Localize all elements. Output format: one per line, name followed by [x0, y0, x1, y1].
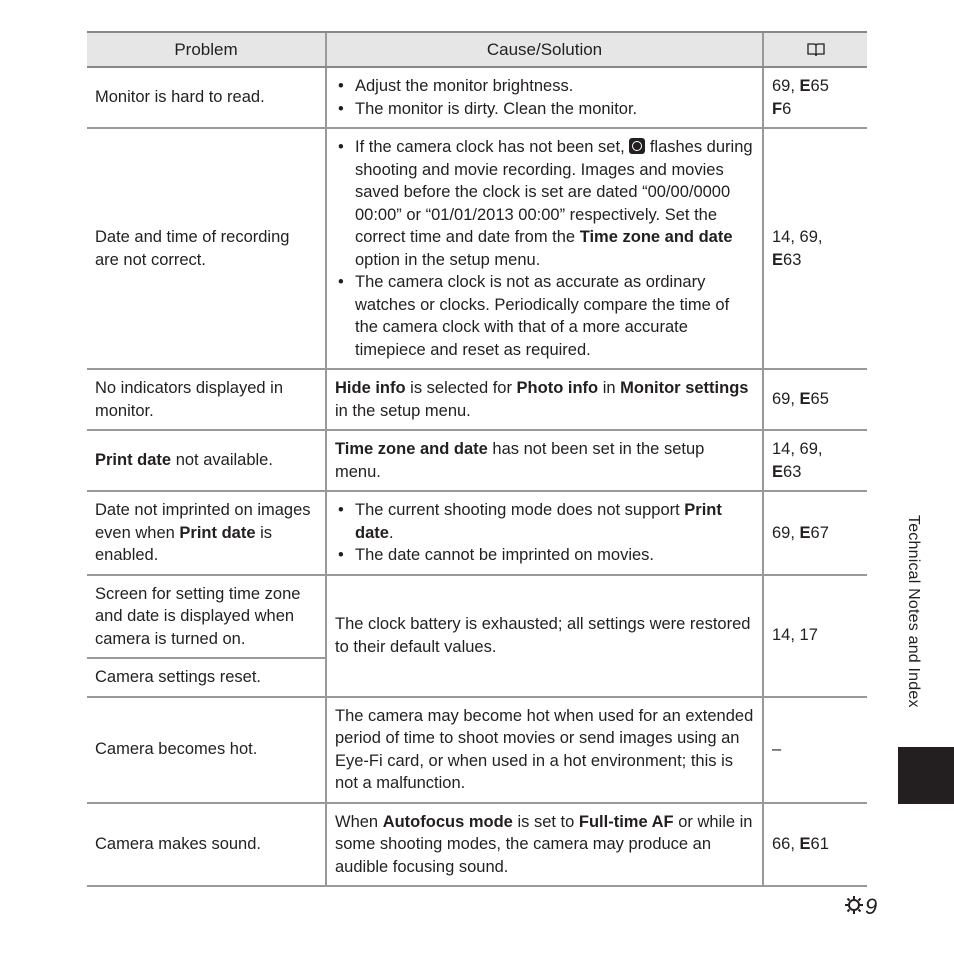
reference-section-icon: E — [799, 390, 811, 409]
reference-cell: 14, 17 — [763, 575, 867, 697]
bold-text: Photo info — [516, 379, 599, 397]
ref-page: 65 — [810, 390, 829, 409]
problem-cell: Monitor is hard to read. — [87, 67, 326, 128]
table-row — [87, 369, 867, 430]
text-span: or while in some shooting modes, the camera may produce an audible focusing sound. — [335, 812, 753, 876]
bold-text: Hide info — [335, 379, 406, 397]
list-item: • The camera clock is not as accurate as ordinary watches or clocks. Periodically compare the time of the camera clock with that of a more accurate timepiece and reset as required. — [335, 271, 754, 361]
problem-cell: Screen for setting time zone and date is displayed when camera is turned on. — [87, 575, 326, 659]
reference-section-icon: E — [772, 462, 784, 481]
text-span: is set to — [512, 812, 579, 831]
reference-section-icon: E — [799, 77, 811, 95]
header-cause-solution: Cause/Solution — [326, 32, 763, 67]
reference-cell — [763, 491, 867, 575]
table-row — [87, 491, 867, 575]
reference-cell — [763, 430, 867, 491]
reference-cell: – — [763, 697, 867, 803]
reference-section-icon: E — [799, 523, 811, 542]
bold-text: Time zone and date — [579, 228, 733, 246]
reference-section-icon: E — [772, 250, 784, 269]
ref-page: 67 — [810, 523, 829, 542]
problem-cell — [87, 430, 326, 491]
bold-text: Time zone and date — [335, 440, 488, 458]
ref-page: 6 — [782, 99, 792, 118]
cause-cell — [326, 369, 763, 430]
table-header-row — [87, 32, 867, 67]
bold-text: Print date — [355, 501, 722, 542]
list-item — [335, 499, 754, 544]
book-icon — [807, 43, 825, 57]
text-span: in — [598, 379, 621, 397]
text-span: not available. — [171, 451, 273, 470]
bold-text: Monitor settings — [620, 379, 749, 397]
list-item: • The date cannot be imprinted on movies. — [335, 544, 754, 567]
text-span: is enabled. — [95, 523, 273, 564]
text-span: flashes during shooting and movie recording. Images and movies saved before the clock is set are dated “00/00/0000 00:00” or “01/01/2013 00:00” respectively. Set the correct time and date from the — [355, 138, 753, 246]
page-number — [843, 894, 877, 920]
section-tab-marker — [898, 747, 954, 804]
text-span: When — [335, 812, 383, 831]
cause-cell — [326, 430, 763, 491]
reference-cell — [763, 369, 867, 430]
problem-cell: Date and time of recording are not correct. — [87, 128, 326, 369]
technical-notes-icon — [843, 895, 865, 917]
header-problem: Problem — [87, 32, 326, 67]
reference-cell — [763, 128, 867, 369]
bold-text: Print date — [95, 451, 172, 470]
table-row — [87, 67, 867, 128]
ref-text: 69, — [772, 523, 800, 542]
page-number-text: 9 — [865, 894, 878, 919]
text-span: The current shooting mode does not support — [355, 501, 685, 519]
text-span: If the camera clock has not been set, — [355, 138, 630, 156]
text-span: is selected for — [405, 379, 517, 397]
technical-notes-icon: F — [772, 99, 783, 118]
header-reference — [763, 32, 867, 67]
table-row — [87, 697, 867, 803]
table-row — [87, 575, 867, 659]
cause-cell — [326, 128, 763, 369]
ref-text: 69, — [772, 77, 800, 95]
problem-cell: Camera becomes hot. — [87, 697, 326, 803]
ref-text: 14, 69, — [772, 440, 823, 458]
text-span: Date not imprinted on images even when — [95, 501, 311, 542]
section-side-label: Technical Notes and Index — [905, 515, 922, 708]
reference-section-icon: E — [799, 835, 811, 853]
ref-page: 63 — [783, 250, 802, 269]
problem-cell: Camera makes sound. — [87, 803, 326, 887]
ref-page: 63 — [783, 462, 802, 481]
text-span: . — [388, 523, 394, 542]
problem-cell — [87, 491, 326, 575]
ref-text: 69, — [772, 390, 800, 409]
text-span: option in the setup menu. — [355, 250, 541, 269]
ref-page: 61 — [810, 835, 829, 853]
list-item: • Adjust the monitor brightness. — [335, 75, 754, 98]
ref-page: 65 — [810, 77, 829, 95]
problem-cell: No indicators displayed in monitor. — [87, 369, 326, 430]
troubleshooting-table — [87, 31, 867, 887]
list-item: • The monitor is dirty. Clean the monitor. — [335, 98, 754, 121]
list-item — [335, 136, 754, 271]
cause-cell — [326, 803, 763, 887]
text-span: in the setup menu. — [335, 401, 471, 420]
table-row — [87, 430, 867, 491]
cause-cell — [326, 67, 763, 128]
clock-icon — [629, 138, 645, 154]
bold-text: Autofocus mode — [382, 812, 513, 831]
cause-cell: The camera may become hot when used for an extended period of time to shoot movies or send images using an Eye-Fi card, or when used in a hot environment; this is not a malfunction. — [326, 697, 763, 803]
table-row — [87, 128, 867, 369]
reference-cell — [763, 67, 867, 128]
reference-cell — [763, 803, 867, 887]
ref-text: 14, 69, — [772, 228, 823, 246]
bold-text: Print date — [179, 523, 256, 542]
ref-text: 66, — [772, 835, 800, 853]
cause-cell — [326, 491, 763, 575]
bold-text: Full-time AF — [578, 812, 674, 831]
problem-cell: Camera settings reset. — [87, 658, 326, 697]
text-span: has not been set in the setup menu. — [335, 440, 705, 481]
table-row — [87, 803, 867, 887]
cause-cell: The clock battery is exhausted; all settings were restored to their default values. — [326, 575, 763, 697]
